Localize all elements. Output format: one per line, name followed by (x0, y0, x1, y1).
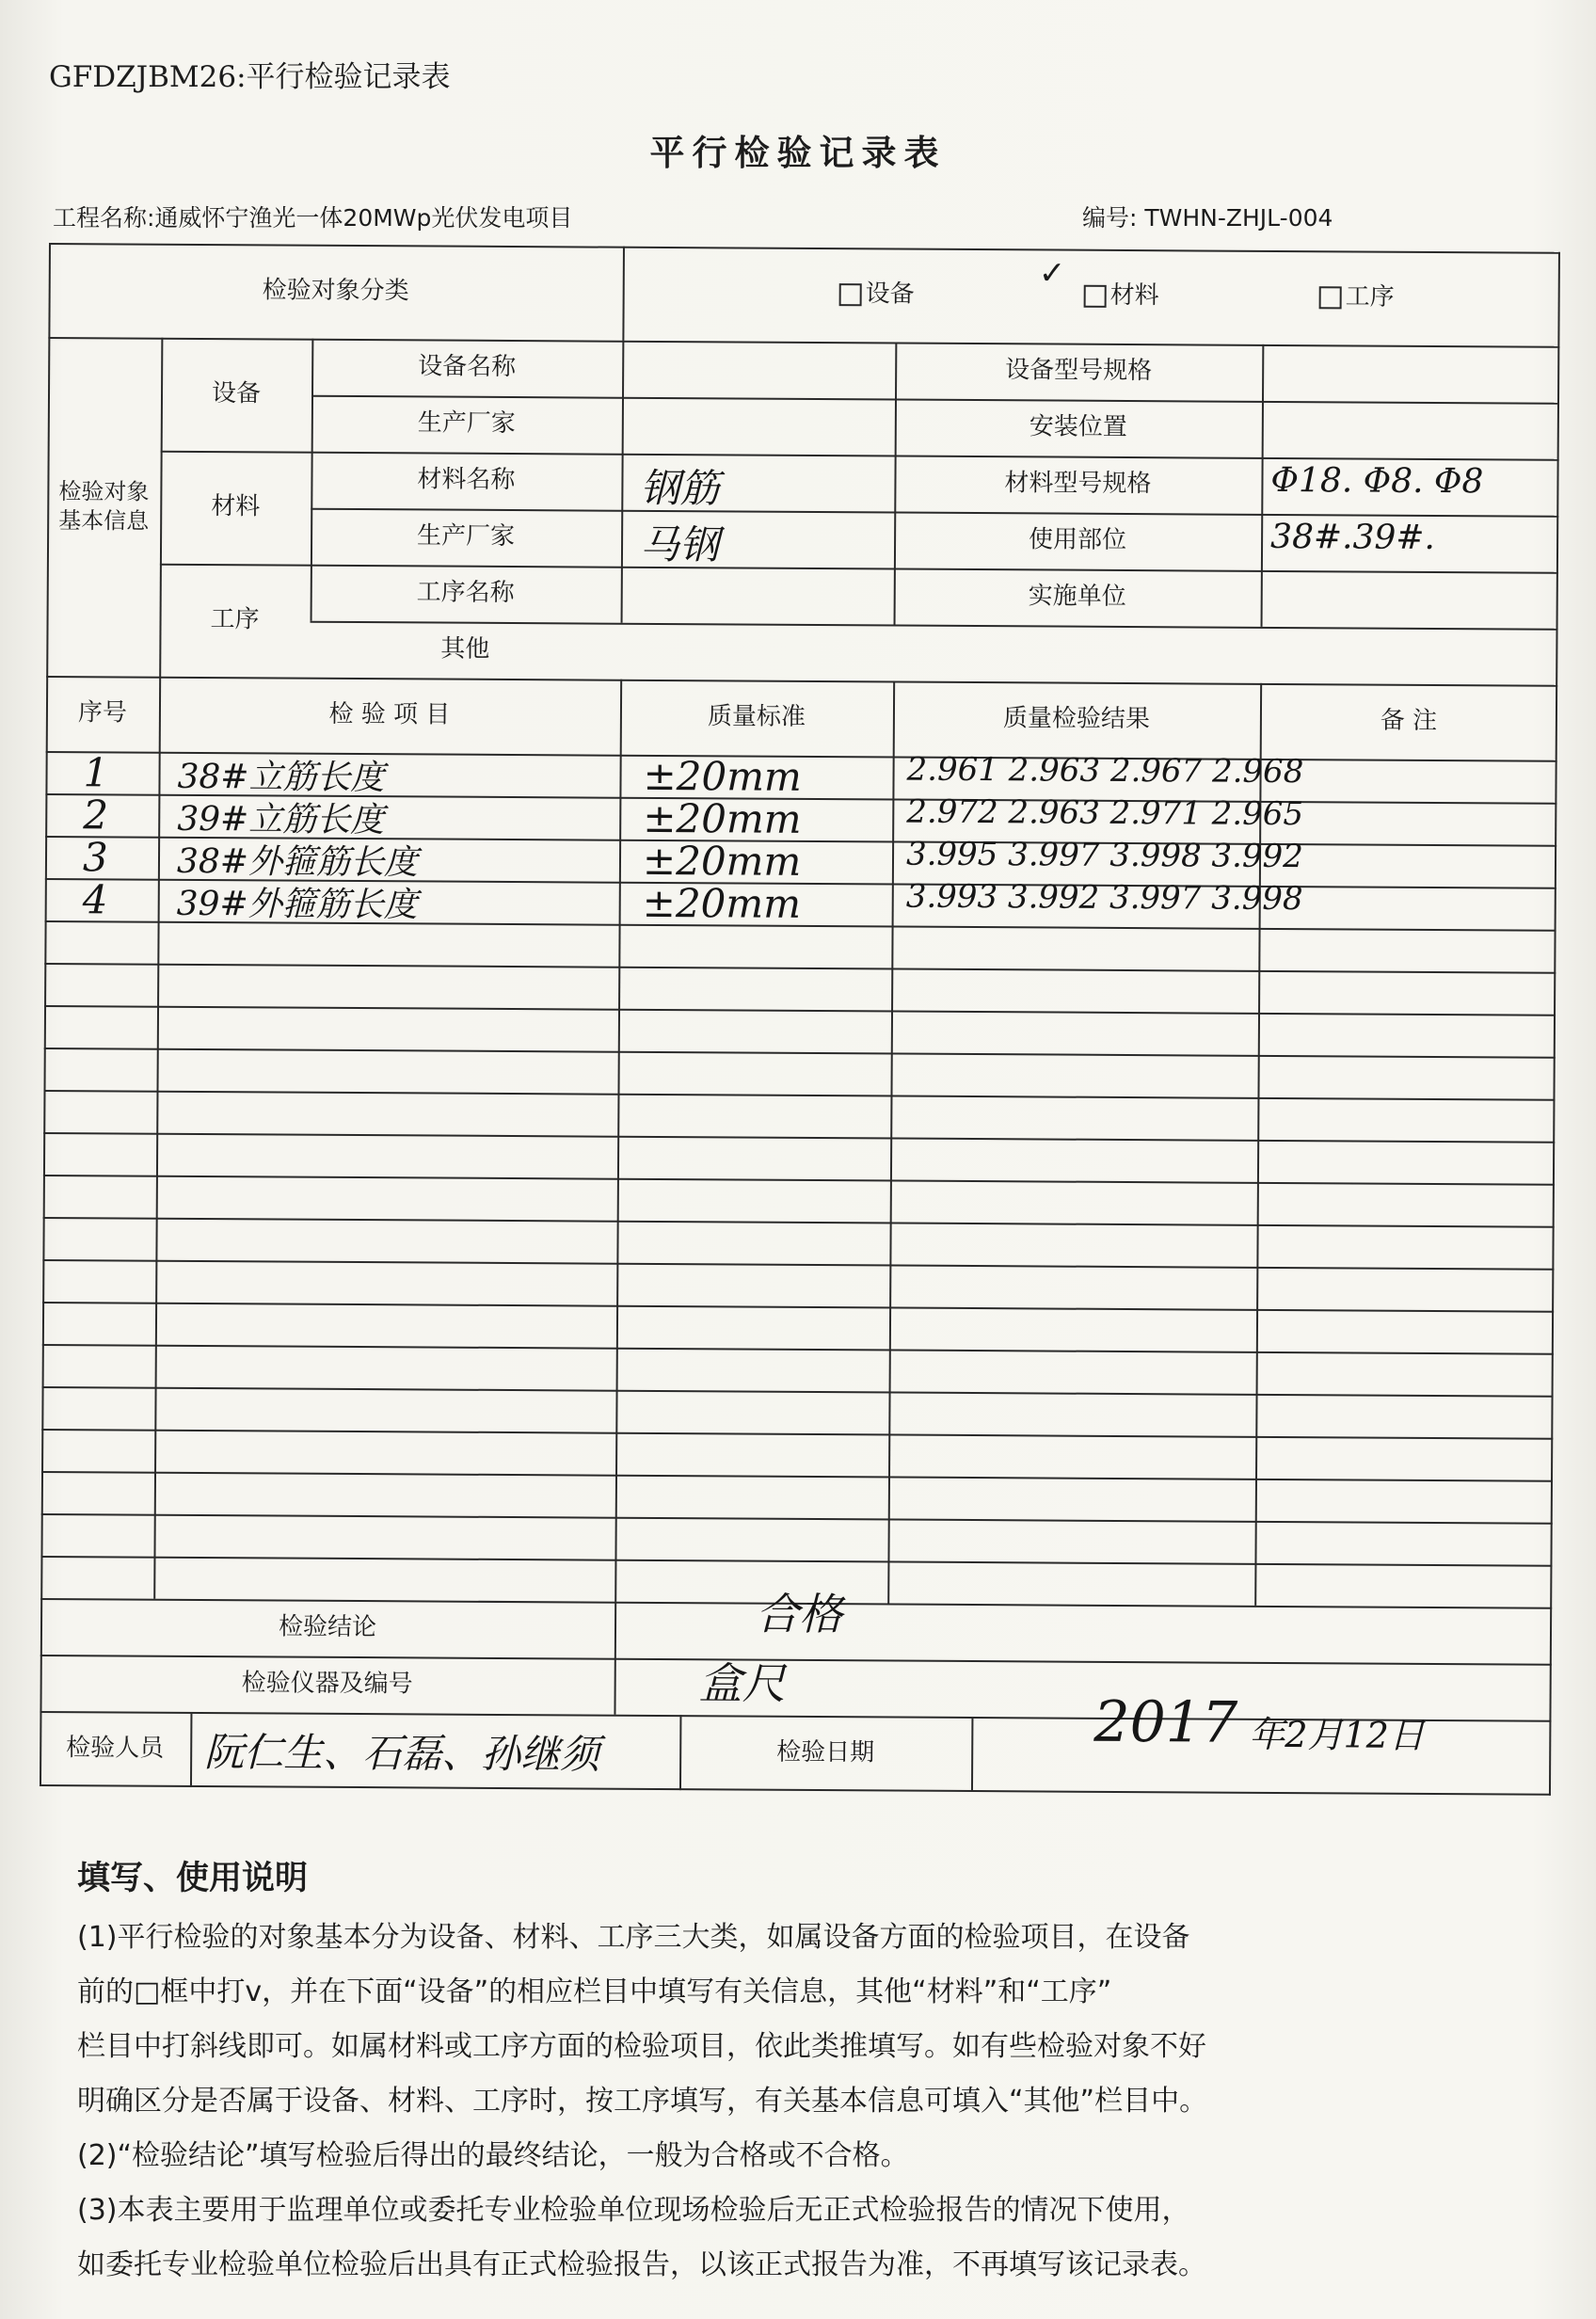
row-2-no: 2 (83, 792, 109, 839)
divider (40, 1556, 1552, 1567)
instruction-line: (1)平行检验的对象基本分为设备、材料、工序三大类，如属设备方面的检验项目，在设备 (77, 1921, 1190, 1954)
option-process[interactable]: 工序 (1262, 250, 1451, 345)
row-3-result: 3.995 3.997 3.998 3.992 (905, 835, 1303, 876)
material-model-value: Φ18. Φ8. Φ8 (1270, 460, 1484, 502)
row-1-no: 1 (83, 749, 109, 796)
instruction-line: (2)“检验结论”填写检验后得出的最终结论，一般为合格或不合格。 (77, 2139, 909, 2172)
material-usage-label: 使用部位 (1028, 525, 1127, 555)
divider (41, 1513, 1553, 1525)
divider (43, 1090, 1555, 1101)
process-other-label: 其他 (440, 634, 490, 664)
row-4-result: 3.993 3.992 3.997 3.998 (905, 877, 1303, 919)
inspector-label: 检验人员 (66, 1734, 165, 1763)
row-2-standard: ±20mm (643, 794, 802, 842)
row-1-standard: ±20mm (643, 752, 802, 800)
row-4-no: 4 (82, 876, 108, 923)
divider (44, 1048, 1556, 1059)
document-number: 编号: TWHN-ZHJL-004 (1082, 204, 1333, 232)
col-header-no: 序号 (77, 698, 128, 728)
date-rest: 年2月12日 (1249, 1713, 1426, 1756)
equipment-model-label: 设备型号规格 (1005, 356, 1153, 386)
checkbox-icon (1319, 286, 1342, 309)
equipment-location-label: 安装位置 (1029, 412, 1127, 442)
instruction-line: 如委托专业检验单位检验后出具有正式检验报告，以该正式报告为准，不再填写该记录表。 (77, 2248, 1206, 2281)
project-name: 工程名称:通威怀宁渔光一体20MWp光伏发电项目 (53, 204, 573, 232)
material-maker-label: 生产厂家 (416, 521, 516, 552)
instruction-line: 栏目中打斜线即可。如属材料或工序方面的检验项目，依此类推填写。如有些检验对象不好 (77, 2030, 1206, 2063)
group-equipment: 设备 (211, 379, 262, 408)
option-equipment[interactable]: 设备 (782, 248, 971, 343)
date-year: 2017 (1093, 1688, 1238, 1756)
basic-info-label: 检验对象基本信息 (58, 477, 150, 535)
group-process: 工序 (210, 605, 260, 634)
checkbox-icon (1084, 285, 1107, 308)
divider (43, 1132, 1555, 1144)
page-title: 平行检验记录表 (649, 133, 947, 173)
equipment-maker-label: 生产厂家 (417, 408, 516, 439)
material-name-value: 钢筋 (640, 464, 720, 512)
inspector-value: 阮仁生、石磊、孙继须 (204, 1729, 600, 1778)
divider (41, 1429, 1553, 1440)
divider (41, 1471, 1553, 1482)
divider (44, 1005, 1556, 1016)
instrument-label: 检验仪器及编号 (241, 1669, 413, 1699)
instruction-line: 前的□框中打v，并在下面“设备”的相应栏目中填写有关信息，其他“材料”和“工序” (77, 1975, 1112, 2008)
material-maker-value: 马钢 (639, 520, 720, 568)
row-2-item: 39#立筋长度 (177, 799, 385, 840)
row-3-no: 3 (82, 834, 108, 881)
option-material[interactable]: 材料 (1027, 248, 1216, 344)
checkmark-icon: ✓ (1038, 254, 1066, 293)
divider (42, 1344, 1554, 1355)
inspection-form (40, 243, 1560, 1796)
conclusion-value: 合格 (755, 1588, 843, 1640)
col-header-remark: 备 注 (1380, 706, 1438, 736)
row-3-standard: ±20mm (642, 837, 802, 885)
instruction-line: (3)本表主要用于监理单位或委托专业检验单位现场检验后无正式检验报告的情况下使用， (77, 2194, 1190, 2227)
row-4-item: 39#外箍筋长度 (176, 884, 418, 925)
instrument-value: 盒尺 (698, 1657, 786, 1709)
row-1-item: 38#立筋长度 (177, 757, 385, 798)
divider (42, 1259, 1554, 1271)
divider (44, 963, 1556, 974)
checkbox-icon (839, 283, 862, 306)
instructions-heading: 填写、使用说明 (77, 1860, 309, 1897)
row-3-item: 38#外箍筋长度 (176, 841, 419, 883)
divider (614, 680, 622, 1602)
divider (43, 1175, 1555, 1186)
group-material: 材料 (211, 492, 261, 521)
divider (42, 1302, 1554, 1313)
divider (42, 1386, 1554, 1398)
process-unit-label: 实施单位 (1028, 582, 1126, 612)
divider (887, 680, 895, 1603)
category-label: 检验对象分类 (262, 276, 409, 306)
equipment-name-label: 设备名称 (418, 352, 517, 382)
date-label: 检验日期 (776, 1737, 875, 1767)
material-model-label: 材料型号规格 (1004, 469, 1152, 499)
col-header-standard: 质量标准 (707, 702, 806, 732)
material-name-label: 材料名称 (417, 465, 516, 495)
document-code: GFDZJBM26:平行检验记录表 (49, 60, 451, 94)
row-2-result: 2.972 2.963 2.971 2.965 (906, 792, 1304, 834)
instruction-line: 明确区分是否属于设备、材料、工序时，按工序填写，有关基本信息可填入“其他”栏目中。 (77, 2085, 1208, 2118)
divider (43, 1217, 1555, 1228)
col-header-item: 检 验 项 目 (328, 699, 451, 729)
conclusion-label: 检验结论 (278, 1612, 377, 1642)
row-4-standard: ±20mm (642, 879, 802, 927)
material-usage-value: 38#.39#. (1269, 517, 1436, 558)
row-1-result: 2.961 2.963 2.967 2.968 (906, 750, 1304, 792)
col-header-result: 质量检验结果 (1002, 704, 1151, 734)
process-name-label: 工序名称 (416, 578, 515, 608)
